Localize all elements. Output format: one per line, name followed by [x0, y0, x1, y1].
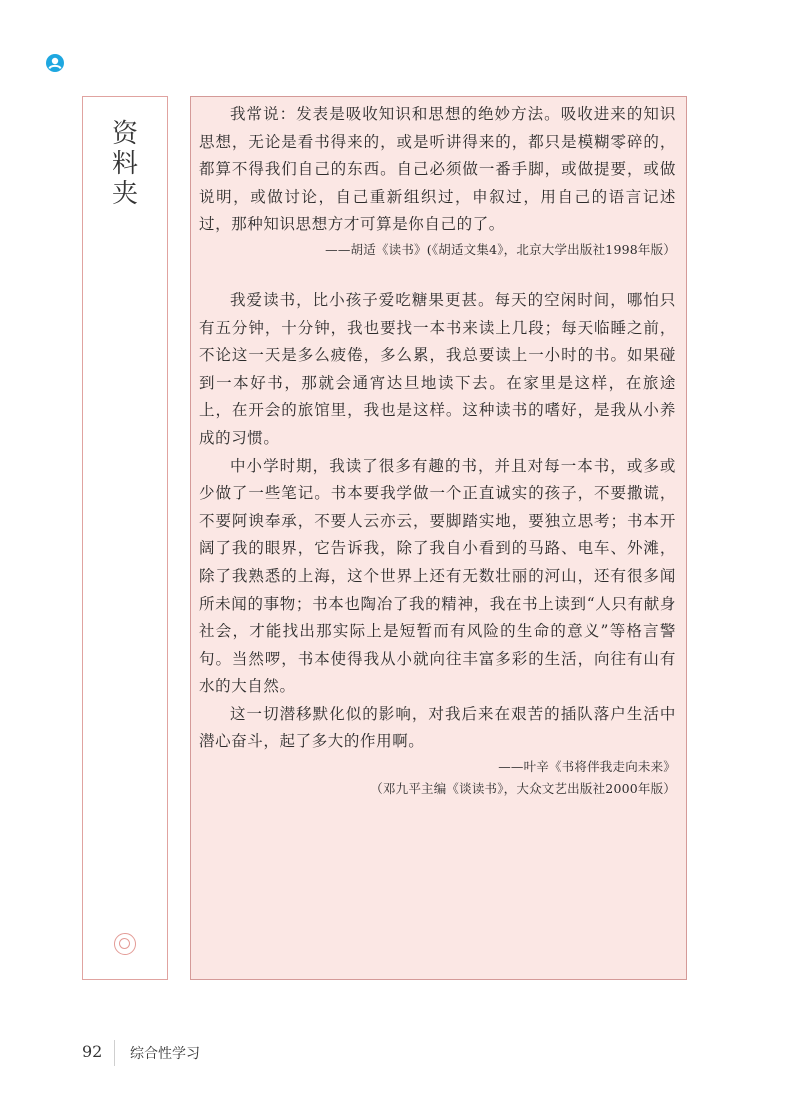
section-title: 综合性学习 [130, 1046, 200, 1062]
user-icon [46, 54, 64, 72]
excerpt-1-citation: ——胡适《读书》(《胡适文集4》，北京大学出版社1998年版） [325, 241, 676, 257]
concentric-circle-icon [114, 933, 136, 955]
excerpt-2-paragraph: 这一切潜移默化似的影响，对我后来在艰苦的插队落户生活中潜心奋斗，起了多大的作用啊。 [199, 704, 676, 751]
content-panel [190, 96, 687, 980]
excerpt-2-citation-author: ——叶辛《书将伴我走向未来》 [498, 759, 676, 775]
excerpt-2-paragraph: 我爱读书，比小孩子爱吃糖果更甚。每天的空闲时间，哪怕只有五分钟，十分钟，我也要找一本书来读上几段；每天临睡之前，不论这一天是多么疲倦，多么累，我总要读上一小时的书。如果碰到一本好书，那就会通宵达旦地读下去。在家里是这样，在旅途上，在开会的旅馆里，我也是这样。这种读书的嗜好，是我从小养成的习惯。 [199, 290, 676, 447]
excerpt-2-citation-source: （邓九平主编《谈读书》，大众文艺出版社2000年版） [370, 781, 676, 797]
page-number: 92 [82, 1042, 103, 1061]
sidebar-title-char: 夹 [111, 179, 138, 209]
sidebar-title-char: 料 [111, 149, 138, 179]
sidebar-panel [82, 96, 168, 980]
footer-divider [114, 1040, 115, 1066]
sidebar-title-char: 资 [111, 119, 138, 149]
excerpt-2-paragraph: 中小学时期，我读了很多有趣的书，并且对每一本书，或多或少做了一些笔记。书本要我学做一个正直诚实的孩子，不要撒谎，不要阿谀奉承，不要人云亦云，要脚踏实地，要独立思考；书本开阔了我的眼界，它告诉我，除了我自小看到的马路、电车、外滩，除了我熟悉的上海，这个世界上还有无数壮丽的河山，还有很多闻所未闻的事物；书本也陶冶了我的精神，我在书上读到“人只有献身社会，才能找出那实际上是短暂而有风险的生命的意义”等格言警句。当然啰，书本使得我从小就向往丰富多彩的生活，向往有山有水的大自然。 [199, 456, 676, 696]
excerpt-1-text: 我常说：发表是吸收知识和思想的绝妙方法。吸收进来的知识思想，无论是看书得来的，或是听讲得来的，都只是模糊零碎的，都算不得我们自己的东西。自己必须做一番手脚，或做提要，或做说明，或做讨论，自己重新组织过，申叙过，用自己的语言记述过，那种知识思想方才可算是你自己的了。 [199, 105, 676, 234]
sidebar-title [83, 119, 167, 209]
